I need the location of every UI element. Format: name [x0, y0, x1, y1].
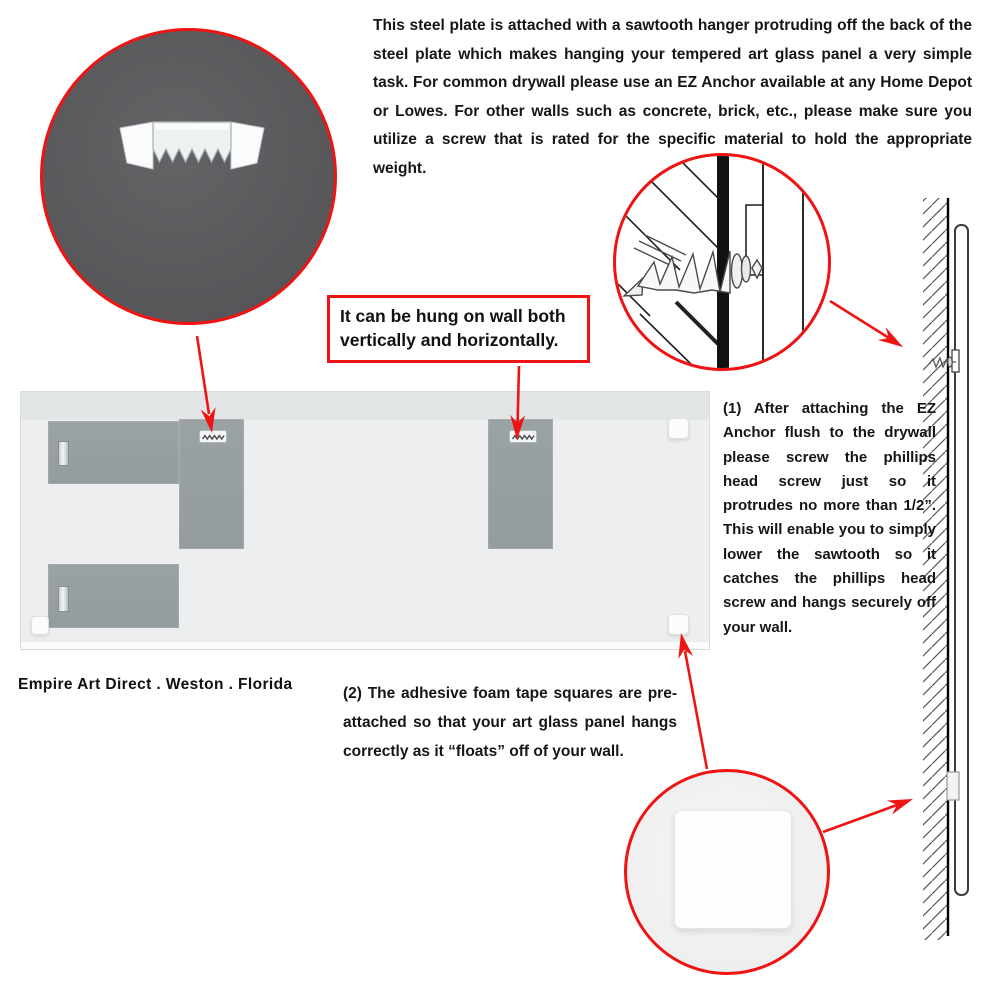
callout-line-1: It can be hung on wall both [340, 306, 566, 326]
metal-clip-bottom [58, 586, 69, 612]
foam-tape-photo-circle [624, 769, 830, 975]
bracket-edge-view [952, 350, 959, 372]
callout-line-2: vertically and horizontally. [340, 329, 559, 350]
step-2-instructions: (2) The adhesive foam tape squares are pre-attached so that your art glass panel hangs correctly as it “floats” off of your wall. [343, 685, 677, 760]
sawtooth-hanger-right [509, 430, 537, 443]
foam-tape-edge-view [947, 772, 959, 800]
foam-tape-image [674, 810, 792, 929]
drywall-hatch-lines [618, 158, 718, 367]
hanging-orientation-callout [327, 295, 590, 363]
arrow-foam-circle-to-panel [674, 632, 707, 769]
step-1-instructions: (1) After attaching the EZ Anchor flush to the drywall please screw the phillips head screw just so it protrudes no more than 1/2”. This will enable you to simply lower the sawtooth so it catches the phillips head screw and hangs securely off your wall. [723, 400, 936, 636]
foam-tape-square-bottom-right [668, 614, 689, 635]
foam-tape-square-top-right [668, 418, 689, 439]
sawtooth-hanger-photo-circle [40, 28, 337, 325]
foam-tape-square-bottom-left [31, 616, 49, 635]
glass-panel-back [20, 391, 710, 650]
intro-paragraph: This steel plate is attached with a sawtooth hanger protruding off the back of the steel plate which makes hanging your tempered art glass panel a very simple task. For common drywall please use an EZ Anchor available at any Home Depot or Lowes. For other walls such as concrete, brick, etc., please make sure you utilize a screw that is rated for the specific material to hold the appropriate weight. [373, 17, 972, 177]
metal-clip-top [58, 441, 69, 466]
ez-anchor-screw [624, 235, 762, 296]
ez-anchor-illustration [616, 156, 828, 368]
sawtooth-hanger-left [199, 430, 227, 443]
brand-line: Empire Art Direct . Weston . Florida [18, 676, 293, 693]
sawtooth-hanger-image [117, 119, 267, 177]
ez-anchor-diagram-circle [613, 153, 831, 371]
